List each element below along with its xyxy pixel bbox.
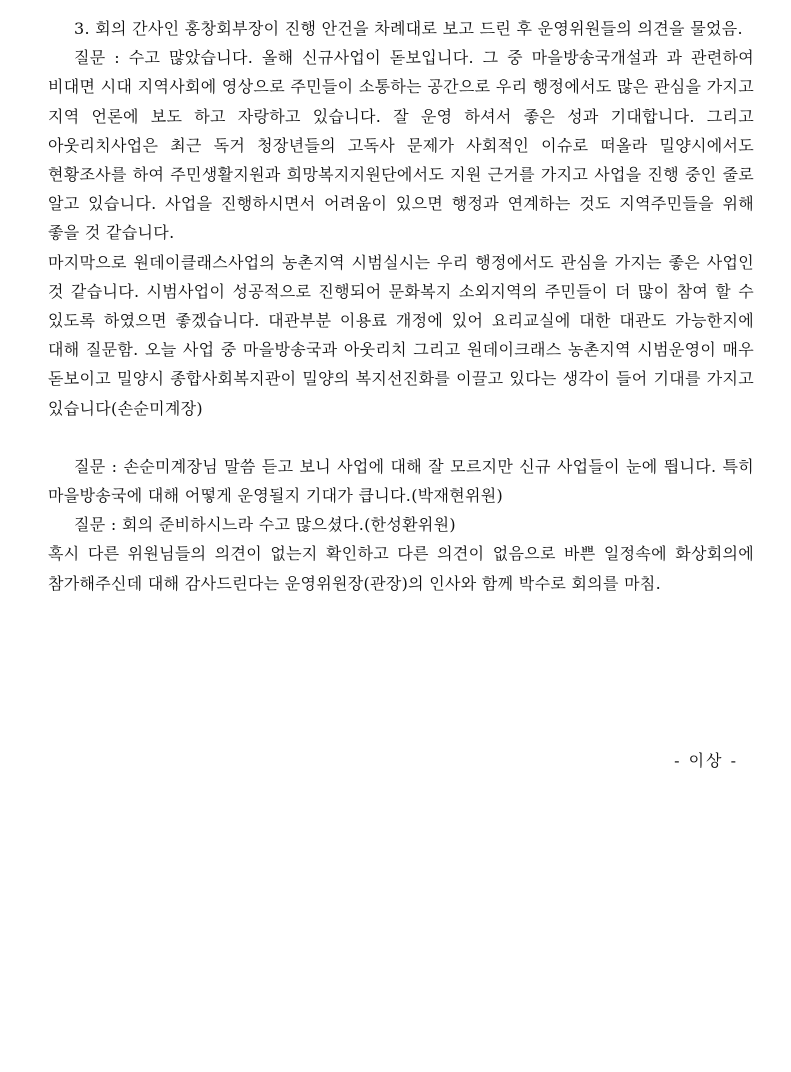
paragraph-question-new-projects: 질문 : 수고 많았습니다. 올해 신규사업이 돋보입니다. 그 중 마을방송국개설과 과 관련하여 비대면 시대 지역사회에 영상으로 주민들이 소통하는 공간으로 우리 행정에서도 많은 관심을 가지고 지역 언론에 보도 하고 자랑하고 있습니다. 잘 운영 하셔서 좋은 성과 기대합니다. 그리고 아웃리치사업은 최근 독거 청장년들의 고독사 문제가 사회적인 이슈로 떠올라 밀양시에서도 현황조사를 하여 주민생활지원과 희망복지지원단에서도 지원 근거를 가지고 사업을 진행 중인 줄로 알고 있습니다. 사업을 진행하시면서 어려움이 있으면 행정과 연계하는 것도 지역주민들을 위해 좋을 것 같습니다.: [48, 48, 754, 243]
paragraph-oneday-class: 마지막으로 원데이클래스사업의 농촌지역 시범실시는 우리 행정에서도 관심을 가지는 좋은 사업인 것 같습니다. 시범사업이 성공적으로 진행되어 문화복지 소외지역의 주민들이 더 많이 참여 할 수 있도록 하였으면 좋겠습니다. 대관부분 이용료 개정에 있어 요리교실에 대한 대관도 가능한지에 대해 질문함. 오늘 사업 중 마을방송국과 아웃리치 그리고 원데이크래스 농촌지역 시범운영이 매우 돋보이고 밀양시 종합사회복지관이 밀양의 복지선진화를 이끌고 있다는 생각이 들어 기대를 가지고 있습니다(손순미계장): [48, 252, 754, 418]
paragraph-question-han: 질문 : 회의 준비하시느라 수고 많으셨다.(한성환위원): [74, 515, 456, 535]
document-end-mark: - 이상 -: [674, 751, 738, 770]
paragraph-agenda-report: 3. 회의 간사인 홍창회부장이 진행 안건을 차례대로 보고 드린 후 운영위원들의 의견을 물었음.: [74, 19, 743, 38]
document-body: [48, 14, 754, 598]
paragraph-question-park: 질문 : 손순미계장님 말씀 듣고 보니 사업에 대해 잘 모르지만 신규 사업들이 눈에 띕니다. 특히 마을방송국에 대해 어떻게 운영될지 기대가 큽니다.(박재현위원): [48, 456, 754, 506]
paragraph-spacer: [48, 423, 754, 452]
paragraph-closing-remarks: 혹시 다른 위원님들의 의견이 없는지 확인하고 다른 의견이 없음으로 바쁜 일정속에 화상회의에 참가해주신데 대해 감사드린다는 운영위원장(관장)의 인사와 함께 박수로 회의를 마침.: [48, 544, 754, 593]
